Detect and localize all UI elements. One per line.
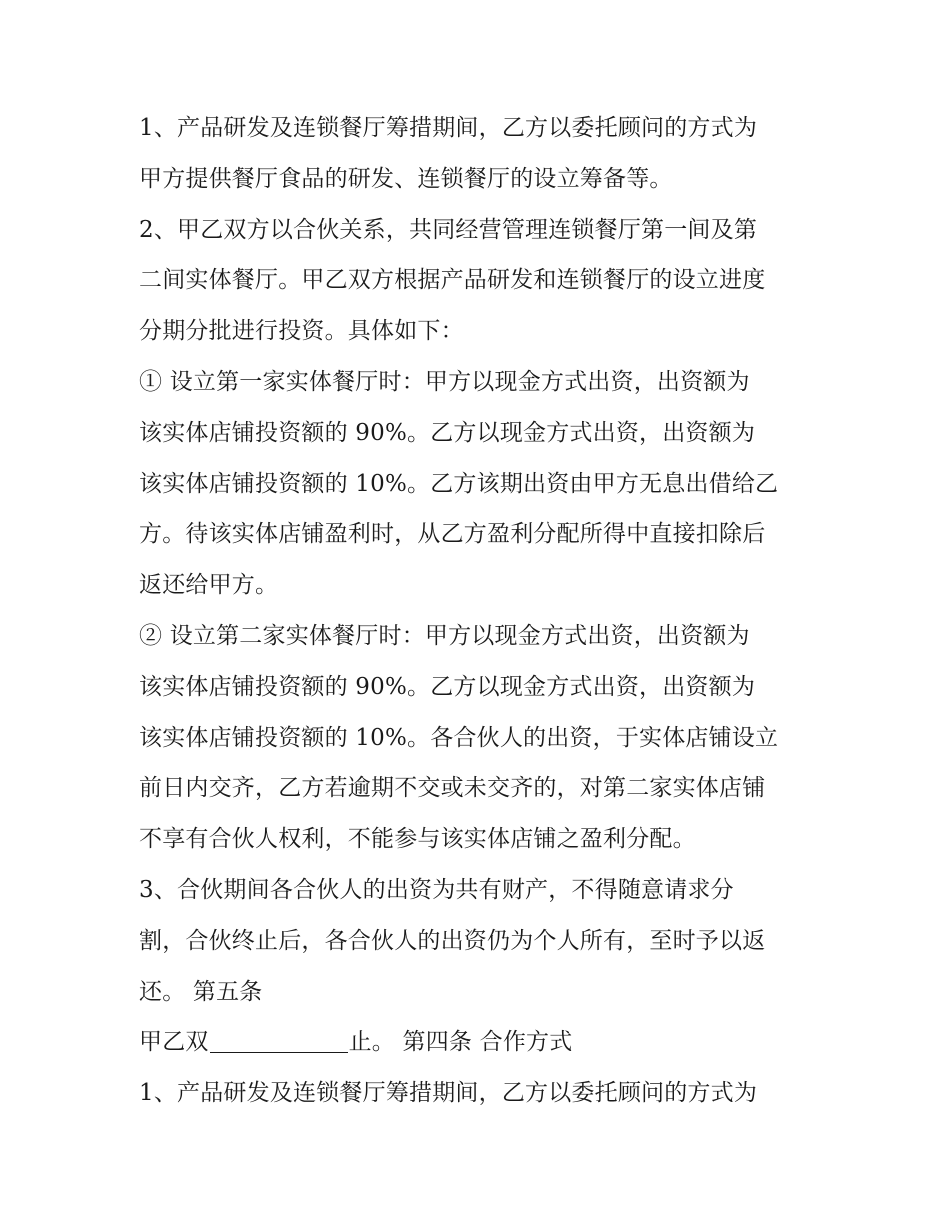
blank-line-prefix: 甲乙双 [139, 1029, 209, 1056]
paragraph-line: 不享有合伙人权利，不能参与该实体店铺之盈利分配。 [139, 826, 696, 853]
paragraph-line: 前日内交齐，乙方若逾期不交或未交齐的，对第二家实体店铺 [139, 775, 766, 802]
fill-in-blank [210, 1051, 348, 1053]
paragraph-line: 二间实体餐厅。甲乙双方根据产品研发和连锁餐厅的设立进度 [139, 267, 766, 294]
paragraph-line: 2、甲乙双方以合伙关系，共同经营管理连锁餐厅第一间及第 [139, 216, 758, 243]
paragraph-line: 返还给甲方。 [139, 572, 279, 599]
paragraph-line: 割，合伙终止后，各合伙人的出资仍为个人所有，至时予以返 [139, 927, 766, 954]
paragraph-line: 还。 第五条 [139, 978, 263, 1005]
paragraph-line: 1、产品研发及连锁餐厅筹措期间，乙方以委托顾问的方式为 [139, 1080, 758, 1107]
paragraph-line: ① 设立第一家实体餐厅时：甲方以现金方式出资，出资额为 [139, 368, 750, 395]
paragraph-line: 该实体店铺投资额的 10%。乙方该期出资由甲方无息出借给乙 [139, 470, 779, 497]
paragraph-line: 该实体店铺投资额的 90%。乙方以现金方式出资，出资额为 [139, 673, 756, 700]
paragraph-line: 该实体店铺投资额的 90%。乙方以现金方式出资，出资额为 [139, 419, 756, 446]
paragraph-line: 方。待该实体店铺盈利时，从乙方盈利分配所得中直接扣除后 [139, 521, 766, 548]
document-body [139, 103, 829, 1119]
blank-line-suffix: 止。 第四条 合作方式 [348, 1029, 573, 1056]
paragraph-line: 1、产品研发及连锁餐厅筹措期间，乙方以委托顾问的方式为 [139, 115, 758, 141]
paragraph-line: 3、合伙期间各合伙人的出资为共有财产，不得随意请求分 [139, 876, 734, 903]
paragraph-line: 甲方提供餐厅食品的研发、连锁餐厅的设立筹备等。 [139, 165, 673, 192]
paragraph-line: 该实体店铺投资额的 10%。各合伙人的出资，于实体店铺设立 [139, 724, 779, 751]
paragraph-line: 分期分批进行投资。具体如下： [139, 318, 464, 345]
paragraph-line: ② 设立第二家实体餐厅时：甲方以现金方式出资，出资额为 [139, 622, 750, 649]
blank-fill-line [139, 1017, 829, 1068]
